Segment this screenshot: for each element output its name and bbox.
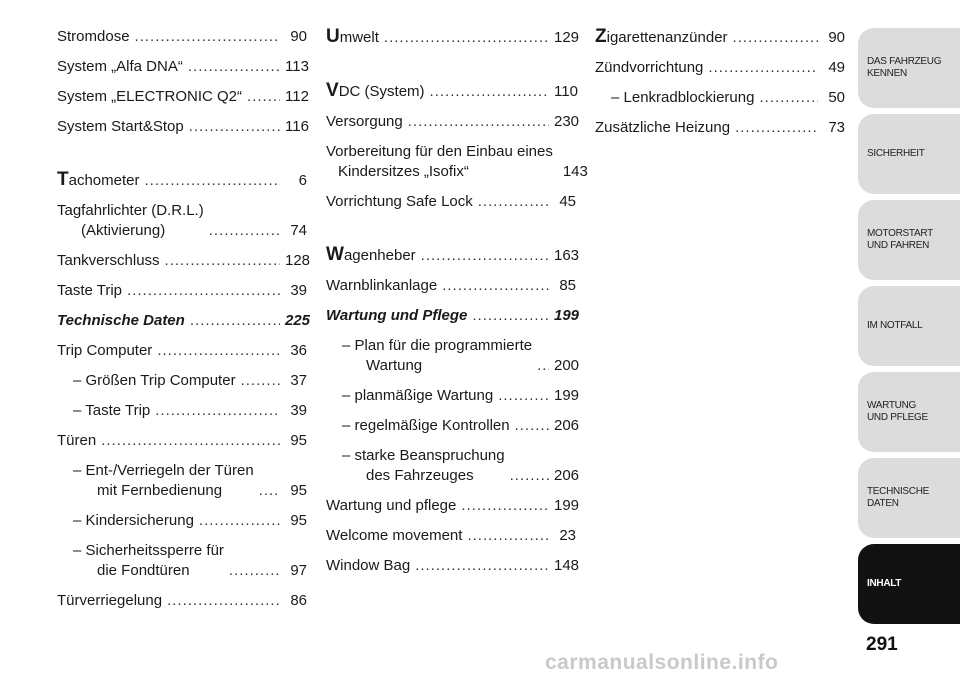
tab-inhalt[interactable]: INHALT bbox=[858, 544, 960, 624]
index-column-3 bbox=[595, 27, 845, 148]
index-entry-letter-z[interactable]: Zigarettenanzünder ..... 90 bbox=[595, 27, 845, 48]
index-subentry[interactable]: – Taste Trip ..... 39 bbox=[57, 401, 307, 421]
index-subentry[interactable]: – regelmäßige Kontrollen ..... 206 bbox=[326, 416, 576, 436]
index-entry[interactable]: Stromdose ..... 90 bbox=[57, 27, 307, 47]
index-entry[interactable]: System „Alfa DNA“ ..... 113 bbox=[57, 57, 307, 77]
index-entry-section[interactable]: Wartung und Pflege ..... 199 bbox=[326, 306, 576, 326]
index-subentry[interactable]: – Kindersicherung ..... 95 bbox=[57, 511, 307, 531]
index-subentry[interactable]: – Sicherheitssperre für die Fondtüren ..... 97 bbox=[57, 541, 307, 581]
index-entry[interactable]: Vorbereitung für den Einbau eines Kindersitzes „Isofix“ 143 bbox=[326, 143, 588, 180]
tab-technische-daten[interactable]: TECHNISCHE DATEN bbox=[858, 458, 960, 538]
index-entry-section[interactable]: Technische Daten ..... 225 bbox=[57, 311, 307, 331]
index-entry-letter-u[interactable]: Umwelt ..... 129 bbox=[326, 27, 576, 48]
index-entry-letter-v[interactable]: VDC (System) ..... 110 bbox=[326, 81, 576, 102]
page-number: 291 bbox=[866, 634, 898, 655]
tab-motorstart-und-fahren[interactable]: MOTORSTART UND FAHREN bbox=[858, 200, 960, 280]
index-entry[interactable]: Zündvorrichtung ..... 49 bbox=[595, 58, 845, 78]
index-subentry[interactable]: – Lenkradblockierung ..... 50 bbox=[595, 88, 845, 108]
index-entry[interactable]: Vorrichtung Safe Lock ..... 45 bbox=[326, 192, 576, 212]
index-entry[interactable]: Welcome movement ..... 23 bbox=[326, 526, 576, 546]
index-subentry[interactable]: – Größen Trip Computer ..... 37 bbox=[57, 371, 307, 391]
tab-im-notfall[interactable]: IM NOTFALL bbox=[858, 286, 960, 366]
index-entry[interactable]: Wartung und pflege ..... 199 bbox=[326, 496, 576, 516]
index-entry[interactable]: System Start&Stop ..... 116 bbox=[57, 117, 307, 137]
index-entry[interactable]: System „ELECTRONIC Q2“ ..... 112 bbox=[57, 87, 307, 107]
index-column-2 bbox=[326, 26, 588, 586]
index-entry[interactable]: Türen ..... 95 bbox=[57, 431, 307, 451]
tab-sicherheit[interactable]: SICHERHEIT bbox=[858, 114, 960, 194]
index-entry[interactable]: Versorgung ..... 230 bbox=[326, 112, 576, 132]
index-subentry[interactable]: – Plan für die programmierte Wartung ..... 200 bbox=[326, 336, 576, 376]
index-entry[interactable]: Warnblinkanlage ..... 85 bbox=[326, 276, 576, 296]
index-entry[interactable]: Tagfahrlichter (D.R.L.) (Aktivierung) ..... 74 bbox=[57, 201, 307, 241]
index-entry-letter-w[interactable]: Wagenheber ..... 163 bbox=[326, 245, 576, 266]
index-entry-letter-t[interactable]: Tachometer ..... 6 bbox=[57, 170, 307, 191]
index-entry[interactable]: Türverriegelung ..... 86 bbox=[57, 591, 307, 611]
index-entry[interactable]: Trip Computer ..... 36 bbox=[57, 341, 307, 361]
index-entry[interactable]: Window Bag ..... 148 bbox=[326, 556, 576, 576]
index-entry[interactable]: Taste Trip ..... 39 bbox=[57, 281, 307, 301]
index-subentry[interactable]: – Ent-/Verriegeln der Türen mit Fernbedienung ..... 95 bbox=[57, 461, 307, 501]
watermark: carmanualsonline.info bbox=[545, 651, 779, 674]
tab-das-fahrzeug-kennen[interactable]: DAS FAHRZEUG KENNEN bbox=[858, 28, 960, 108]
index-entry[interactable]: Zusätzliche Heizung ..... 73 bbox=[595, 118, 845, 138]
index-column-1 bbox=[57, 27, 311, 621]
tab-wartung-und-pflege[interactable]: WARTUNG UND PFLEGE bbox=[858, 372, 960, 452]
index-subentry[interactable]: – starke Beanspruchung des Fahrzeuges ..... 206 bbox=[326, 446, 576, 486]
chapter-tabs bbox=[858, 28, 960, 630]
index-subentry[interactable]: – planmäßige Wartung ..... 199 bbox=[326, 386, 576, 406]
index-entry[interactable]: Tankverschluss ..... 128 bbox=[57, 251, 307, 271]
